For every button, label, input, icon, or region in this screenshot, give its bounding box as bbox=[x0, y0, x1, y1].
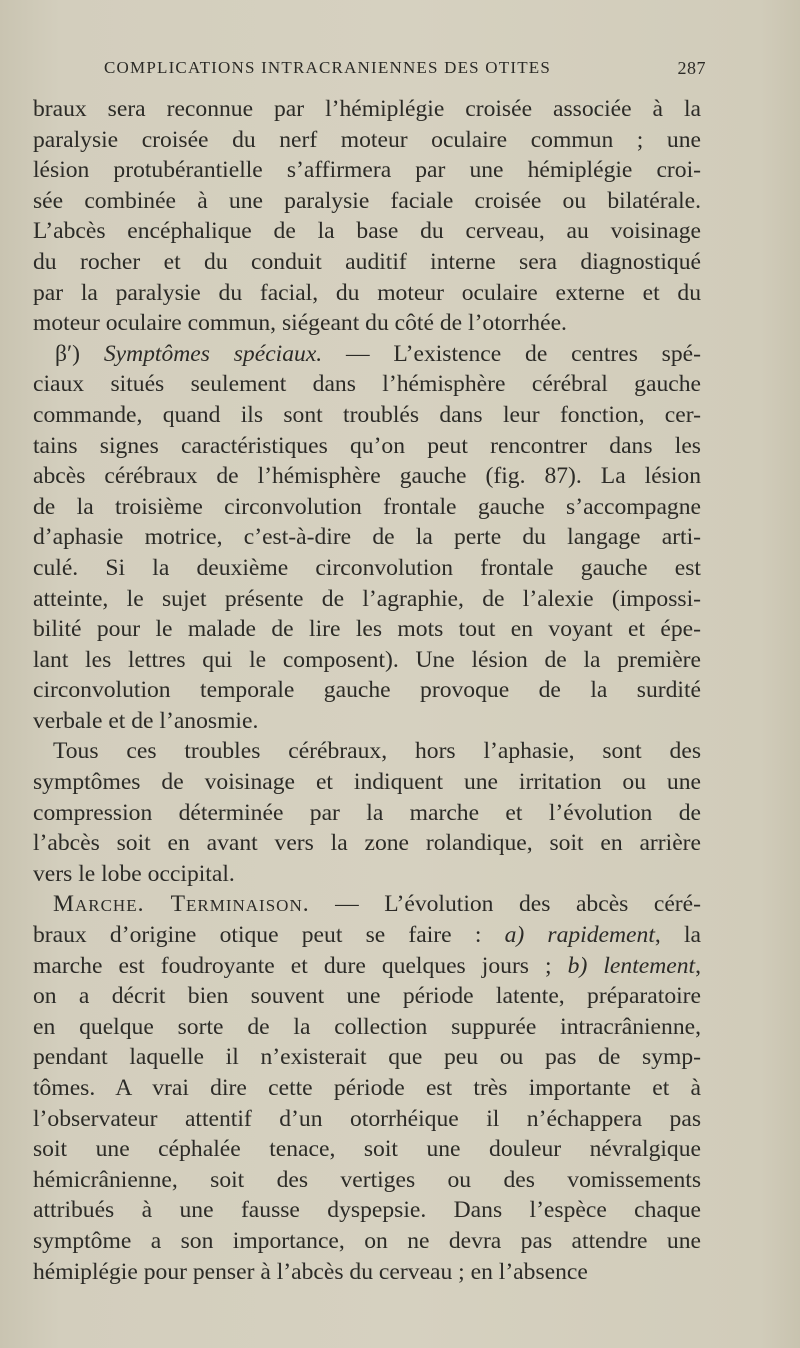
text-line: du rocher et du conduit auditif interne sera diagnostiqué bbox=[33, 248, 701, 275]
text-line: lésion protubérantielle s’affirmera par une hémiplégie croi- bbox=[33, 157, 701, 184]
text-line: de la troisième circonvolution frontale gauche s’accompagne bbox=[33, 493, 701, 520]
text-line: l’abcès soit en avant vers la zone rolandique, soit en arrière bbox=[33, 830, 701, 857]
text-line: Tous ces troubles cérébraux, hors l’aphasie, sont des bbox=[53, 738, 701, 765]
text-run: β′) bbox=[55, 340, 104, 367]
text-line: L’abcès encéphalique de la base du cerveau, au voisinage bbox=[33, 218, 701, 245]
text-line: hémiplégie pour penser à l’abcès du cerveau ; en l’absence bbox=[33, 1258, 588, 1285]
section-heading: Marche. Terminaison. bbox=[53, 891, 310, 918]
text-line: en quelque sorte de la collection suppurée intracrânienne, bbox=[33, 1013, 701, 1040]
text-line: attribués à une fausse dyspepsie. Dans l’espèce chaque bbox=[33, 1197, 701, 1224]
text-line: moteur oculaire commun, siégeant du côté de l’otorrhée. bbox=[33, 310, 567, 337]
text-line: commande, quand ils sont troublés dans leur fonction, cer- bbox=[33, 401, 701, 428]
text-line: pendant laquelle il n’existerait que peu ou pas de symp- bbox=[33, 1044, 701, 1071]
text-line: abcès cérébraux de l’hémisphère gauche (fig. 87). La lésion bbox=[33, 463, 701, 490]
text-line: vers le lobe occipital. bbox=[33, 860, 235, 887]
text-line bbox=[33, 339, 701, 370]
text-line: braux sera reconnue par l’hémiplégie croisée associée à la bbox=[33, 96, 701, 122]
page-header bbox=[96, 58, 706, 84]
text-run: , la bbox=[654, 922, 701, 949]
text-line: tains signes caractéristiques qu’on peut rencontrer dans les bbox=[33, 432, 701, 459]
italic-text: Symptômes spéciaux. bbox=[103, 340, 323, 367]
text-line: hémicrânienne, soit des vertiges ou des vomissements bbox=[33, 1166, 701, 1193]
text-line: lant les lettres qui le composent). Une lésion de la première bbox=[33, 646, 701, 673]
text-run: , bbox=[695, 952, 701, 979]
text-line: on a décrit bien souvent une période latente, préparatoire bbox=[33, 983, 701, 1010]
text-line: bilité pour le malade de lire les mots tout en voyant et épe- bbox=[33, 616, 701, 643]
text-line: d’aphasie motrice, c’est-à-dire de la perte du langage arti- bbox=[33, 524, 701, 551]
text-line: tômes. A vrai dire cette période est très importante et à bbox=[33, 1075, 701, 1101]
text-line: sée combinée à une paralysie faciale croisée ou bilatérale. bbox=[33, 187, 701, 214]
text-line: symptôme a son importance, on ne devra pas attendre une bbox=[33, 1227, 701, 1254]
text-run: — L’évolution des abcès céré- bbox=[309, 891, 701, 918]
text-line bbox=[33, 889, 701, 920]
text-line: atteinte, le sujet présente de l’agraphie, de l’alexie (impossi- bbox=[33, 585, 701, 612]
body-text bbox=[33, 94, 701, 1287]
text-line: par la paralysie du facial, du moteur oculaire externe et du bbox=[33, 279, 701, 306]
text-line: culé. Si la deuxième circonvolution frontale gauche est bbox=[33, 554, 701, 581]
page-number: 287 bbox=[677, 58, 706, 78]
text-run: braux d’origine otique peut se faire : bbox=[33, 922, 505, 949]
text-line bbox=[33, 951, 701, 982]
text-line: compression déterminée par la marche et l’évolution de bbox=[33, 799, 701, 826]
running-head: COMPLICATIONS INTRACRANIENNES DES OTITES bbox=[104, 58, 552, 77]
text-line: paralysie croisée du nerf moteur oculaire commun ; une bbox=[33, 126, 701, 153]
italic-text: b) lentement bbox=[567, 952, 696, 979]
text-run: — L’existence de centres spé- bbox=[322, 340, 701, 367]
text-line: verbale et de l’anosmie. bbox=[33, 707, 259, 734]
text-line: circonvolution temporale gauche provoque de la surdité bbox=[33, 677, 701, 704]
text-line bbox=[33, 920, 701, 951]
text-line: ciaux situés seulement dans l’hémisphère cérébral gauche bbox=[33, 371, 701, 398]
text-line: soit une céphalée tenace, soit une douleur névralgique bbox=[33, 1136, 701, 1163]
text-line: l’observateur attentif d’un otorrhéique il n’échappera pas bbox=[33, 1105, 701, 1132]
text-run: marche est foudroyante et dure quelques jours ; bbox=[33, 952, 568, 979]
text-line: symptômes de voisinage et indiquent une irritation ou une bbox=[33, 769, 701, 796]
italic-text: a) rapidement bbox=[504, 922, 655, 949]
